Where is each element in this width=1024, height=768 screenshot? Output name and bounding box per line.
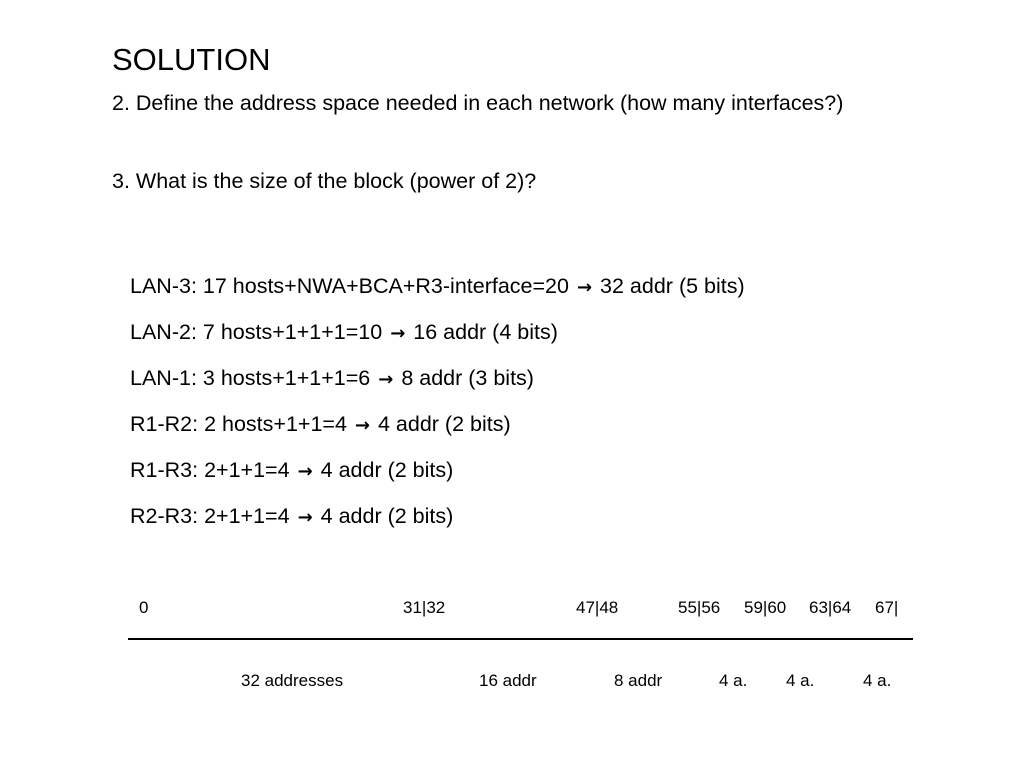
block-size: 16 addr (4 bits): [413, 320, 558, 344]
network-requirement: LAN-2: 7 hosts+1+1+1=10: [130, 320, 383, 344]
address-boundary-label: 59|60: [744, 598, 787, 617]
block-size-line: [130, 272, 745, 318]
address-boundary-label: 63|64: [809, 598, 852, 617]
block-size: 4 addr (2 bits): [320, 504, 454, 528]
block-size-line: [130, 318, 745, 364]
right-arrow-icon: →: [378, 369, 394, 390]
block-size: 32 addr (5 bits): [600, 274, 745, 298]
network-requirement: R1-R2: 2 hosts+1+1=4: [130, 412, 347, 436]
block-size-list: [130, 272, 745, 548]
address-boundary-label: 67|: [875, 598, 899, 617]
block-size: 8 addr (3 bits): [401, 366, 534, 390]
block-size-line: [130, 364, 745, 410]
right-arrow-icon: →: [390, 323, 406, 344]
block-size: 4 addr (2 bits): [320, 458, 454, 482]
address-boundary-label: 0: [139, 598, 149, 617]
block-size-line: [130, 456, 745, 502]
address-segment-label: 32 addresses: [241, 671, 344, 690]
network-requirement: R2-R3: 2+1+1=4: [130, 504, 290, 528]
network-requirement: R1-R3: 2+1+1=4: [130, 458, 290, 482]
right-arrow-icon: →: [297, 507, 313, 528]
address-segment-label: 16 addr: [479, 671, 537, 690]
address-boundary-label: 55|56: [678, 598, 721, 617]
address-line: [128, 638, 913, 640]
right-arrow-icon: →: [576, 277, 593, 298]
network-requirement: LAN-1: 3 hosts+1+1+1=6: [130, 366, 371, 390]
address-segment-label: 8 addr: [614, 671, 663, 690]
right-arrow-icon: →: [297, 461, 313, 482]
network-requirement: LAN-3: 17 hosts+NWA+BCA+R3-interface=20: [130, 274, 569, 298]
slide-title: SOLUTION: [112, 42, 271, 77]
block-size: 4 addr (2 bits): [378, 412, 511, 436]
address-segment-label: 4 a.: [786, 671, 815, 690]
address-boundary-label: 47|48: [576, 598, 619, 617]
address-segment-label: 4 a.: [719, 671, 748, 690]
address-segment-label: 4 a.: [863, 671, 892, 690]
question-3: 3. What is the size of the block (power of 2)?: [112, 169, 537, 193]
right-arrow-icon: →: [354, 415, 371, 436]
question-2: 2. Define the address space needed in each network (how many interfaces?): [112, 91, 844, 115]
address-boundary-label: 31|32: [403, 598, 446, 617]
block-size-line: [130, 502, 745, 548]
block-size-line: [130, 410, 745, 456]
